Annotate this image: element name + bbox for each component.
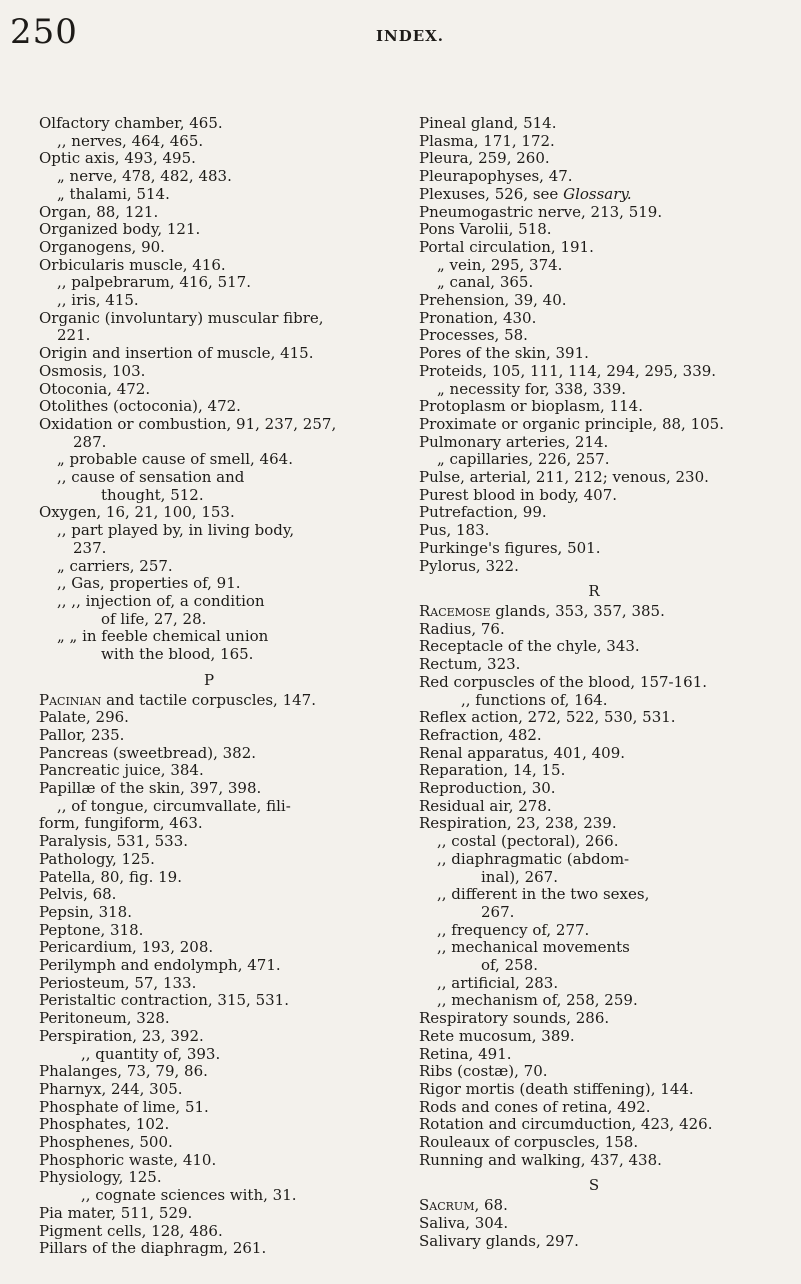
- index-entry: Physiology, 125.: [39, 1168, 162, 1187]
- index-subentry: „ thalami, 514.: [57, 184, 170, 203]
- index-entry: Reflex action, 272, 522, 530, 531.: [419, 708, 676, 727]
- index-entry: Palate, 296.: [39, 708, 129, 727]
- index-entry: Patella, 80, fig. 19.: [39, 867, 182, 886]
- index-entry: Pathology, 125.: [39, 849, 155, 868]
- index-entry: Pericardium, 193, 208.: [39, 938, 214, 957]
- index-entry: Peritoneum, 328.: [39, 1009, 170, 1028]
- index-entry: Receptacle of the chyle, 343.: [419, 637, 640, 656]
- index-subentry: of life, 27, 28.: [101, 609, 207, 628]
- index-entry: Phosphates, 102.: [39, 1115, 170, 1134]
- index-entry: Optic axis, 493, 495.: [39, 149, 196, 168]
- index-subentry: 287.: [73, 432, 107, 451]
- index-entry: Renal apparatus, 401, 409.: [419, 743, 626, 762]
- index-entry: Respiratory sounds, 286.: [419, 1009, 610, 1028]
- index-subentry: ,, part played by, in living body,: [57, 521, 295, 540]
- index-subentry: 237.: [73, 538, 107, 557]
- page-number: 250: [10, 12, 78, 52]
- index-subentry: ,, cause of sensation and: [57, 468, 245, 487]
- index-subentry: ,, different in the two sexes,: [437, 885, 650, 904]
- index-subentry: ,, functions of, 164.: [461, 690, 608, 709]
- running-head: INDEX.: [376, 27, 445, 45]
- index-entry: Purkinge's figures, 501.: [419, 538, 601, 557]
- index-entry: Processes, 58.: [419, 326, 528, 345]
- index-entry: Residual air, 278.: [419, 796, 552, 815]
- index-entry: Phalanges, 73, 79, 86.: [39, 1062, 208, 1081]
- index-subentry: thought, 512.: [101, 485, 204, 504]
- index-entry: Phosphoric waste, 410.: [39, 1150, 217, 1169]
- index-entry: Saliva, 304.: [419, 1213, 509, 1232]
- index-entry: Racemose glands, 353, 357, 385.: [419, 601, 665, 620]
- index-entry: Proteids, 105, 111, 114, 294, 295, 339.: [419, 361, 717, 380]
- index-entry: Pulse, arterial, 211, 212; venous, 230.: [419, 468, 709, 487]
- index-entry: Portal circulation, 191.: [419, 237, 594, 256]
- index-entry: Rectum, 323.: [419, 655, 521, 674]
- index-entry: Organ, 88, 121.: [39, 202, 159, 221]
- index-subentry: ,, quantity of, 393.: [81, 1044, 221, 1063]
- index-entry: Orbicularis muscle, 416.: [39, 255, 226, 274]
- index-entry: Pia mater, 511, 529.: [39, 1203, 193, 1222]
- index-entry: Rigor mortis (death stiffening), 144.: [419, 1079, 694, 1098]
- index-entry: Prehension, 39, 40.: [419, 291, 567, 310]
- index-entry: Pronation, 430.: [419, 308, 537, 327]
- index-entry: Organized body, 121.: [39, 220, 201, 239]
- index-entry: Reproduction, 30.: [419, 779, 556, 798]
- index-entry: Running and walking, 437, 438.: [419, 1150, 662, 1169]
- index-entry: Red corpuscles of the blood, 157-161.: [419, 672, 708, 691]
- index-entry: Pons Varolii, 518.: [419, 220, 552, 239]
- index-subentry: ,, artificial, 283.: [437, 973, 559, 992]
- index-entry: Ribs (costæ), 70.: [419, 1062, 548, 1081]
- index-subentry: 267.: [481, 902, 515, 921]
- index-subentry: ,, Gas, properties of, 91.: [57, 574, 241, 593]
- index-subentry: ,, ,, injection of, a condition: [57, 591, 265, 610]
- index-entry: Retina, 491.: [419, 1044, 512, 1063]
- index-entry: Osmosis, 103.: [39, 361, 146, 380]
- index-subentry: ,, iris, 415.: [57, 291, 139, 310]
- index-entry: Pelvis, 68.: [39, 885, 117, 904]
- index-entry: Rods and cones of retina, 492.: [419, 1097, 651, 1116]
- index-entry: Pulmonary arteries, 214.: [419, 432, 609, 451]
- index-entry: Otoconia, 472.: [39, 379, 151, 398]
- index-subentry: ,, cognate sciences with, 31.: [81, 1186, 297, 1205]
- index-entry: Papillæ of the skin, 397, 398.: [39, 779, 262, 798]
- index-subentry: „ vein, 295, 374.: [437, 255, 563, 274]
- index-entry: Peristaltic contraction, 315, 531.: [39, 991, 289, 1010]
- index-subentry: of, 258.: [481, 956, 538, 975]
- section-letter: S: [588, 1176, 600, 1195]
- index-entry: Plasma, 171, 172.: [419, 131, 555, 150]
- index-subentry: ,, mechanism of, 258, 259.: [437, 991, 638, 1010]
- index-entry: Pus, 183.: [419, 521, 490, 540]
- index-entry: Pylorus, 322.: [419, 556, 519, 575]
- index-entry: Reparation, 14, 15.: [419, 761, 566, 780]
- index-entry: Perspiration, 23, 392.: [39, 1026, 204, 1045]
- index-subentry: „ nerve, 478, 482, 483.: [57, 167, 232, 186]
- index-subentry: inal), 267.: [481, 867, 558, 886]
- index-entry: Paralysis, 531, 533.: [39, 832, 189, 851]
- index-subentry: „ necessity for, 338, 339.: [437, 379, 627, 398]
- index-subentry: „ canal, 365.: [437, 273, 534, 292]
- index-subentry: ,, frequency of, 277.: [437, 920, 590, 939]
- index-entry: Salivary glands, 297.: [419, 1231, 579, 1250]
- index-subentry: ,, of tongue, circumvallate, fili-: [57, 796, 291, 815]
- index-entry: Phosphenes, 500.: [39, 1133, 173, 1152]
- index-entry: Phosphate of lime, 51.: [39, 1097, 209, 1116]
- index-entry: Pores of the skin, 391.: [419, 344, 589, 363]
- index-entry: Plexuses, 526, see Glossary.: [419, 184, 632, 203]
- index-entry: Otolithes (octoconia), 472.: [39, 397, 241, 416]
- index-entry: Pigment cells, 128, 486.: [39, 1221, 223, 1240]
- index-subentry: with the blood, 165.: [101, 645, 254, 664]
- index-entry: Pancreatic juice, 384.: [39, 761, 204, 780]
- index-entry: Radius, 76.: [419, 619, 505, 638]
- index-entry: Purest blood in body, 407.: [419, 485, 618, 504]
- index-entry: Perilymph and endolymph, 471.: [39, 956, 281, 975]
- index-entry: Putrefaction, 99.: [419, 503, 547, 522]
- index-entry: Olfactory chamber, 465.: [39, 114, 223, 132]
- index-subentry: ,, diaphragmatic (abdom-: [437, 849, 630, 868]
- index-entry: Organogens, 90.: [39, 237, 165, 256]
- index-entry: Oxygen, 16, 21, 100, 153.: [39, 503, 235, 522]
- index-subentry: ,, costal (pectoral), 266.: [437, 832, 619, 851]
- index-entry: Pleurapophyses, 47.: [419, 167, 573, 186]
- index-entry: Rete mucosum, 389.: [419, 1026, 575, 1045]
- index-entry: form, fungiform, 463.: [39, 814, 203, 833]
- index-subentry: ,, palpebrarum, 416, 517.: [57, 273, 251, 292]
- index-entry: Refraction, 482.: [419, 725, 542, 744]
- index-entry: Pallor, 235.: [39, 725, 125, 744]
- index-entry: Peptone, 318.: [39, 920, 144, 939]
- index-entry: Respiration, 23, 238, 239.: [419, 814, 617, 833]
- index-subentry: „ „ in feeble chemical union: [57, 627, 269, 646]
- index-entry: Rouleaux of corpuscles, 158.: [419, 1133, 639, 1152]
- index-entry: Origin and insertion of muscle, 415.: [39, 344, 314, 363]
- index-subentry: „ capillaries, 226, 257.: [437, 450, 610, 469]
- index-entry: Pharnyx, 244, 305.: [39, 1079, 183, 1098]
- index-entry: Organic (involuntary) muscular fibre,: [39, 308, 324, 327]
- index-entry: Oxidation or combustion, 91, 237, 257,: [39, 414, 337, 433]
- index-subentry: ,, nerves, 464, 465.: [57, 131, 204, 150]
- index-subentry: ,, mechanical movements: [437, 938, 630, 957]
- index-entry: Protoplasm or bioplasm, 114.: [419, 397, 643, 416]
- section-letter: R: [588, 582, 600, 601]
- section-letter: P: [203, 670, 215, 689]
- index-column-right: [419, 115, 769, 1250]
- index-subentry: „ carriers, 257.: [57, 556, 173, 575]
- index-entry: Pacinian and tactile corpuscles, 147.: [39, 690, 316, 709]
- index-entry: Proximate or organic principle, 88, 105.: [419, 414, 724, 433]
- index-entry: Sacrum, 68.: [419, 1196, 508, 1215]
- index-entry: Pineal gland, 514.: [419, 114, 557, 132]
- index-entry: Pancreas (sweetbread), 382.: [39, 743, 257, 762]
- index-entry: Pleura, 259, 260.: [419, 149, 550, 168]
- index-column-left: [39, 115, 379, 1258]
- index-subentry: 221.: [57, 326, 91, 345]
- index-entry: Pepsin, 318.: [39, 902, 132, 921]
- index-entry: Periosteum, 57, 133.: [39, 973, 197, 992]
- index-entry: Rotation and circumduction, 423, 426.: [419, 1115, 713, 1134]
- index-entry: Pneumogastric nerve, 213, 519.: [419, 202, 663, 221]
- index-entry: Pillars of the diaphragm, 261.: [39, 1239, 267, 1258]
- index-subentry: „ probable cause of smell, 464.: [57, 450, 293, 469]
